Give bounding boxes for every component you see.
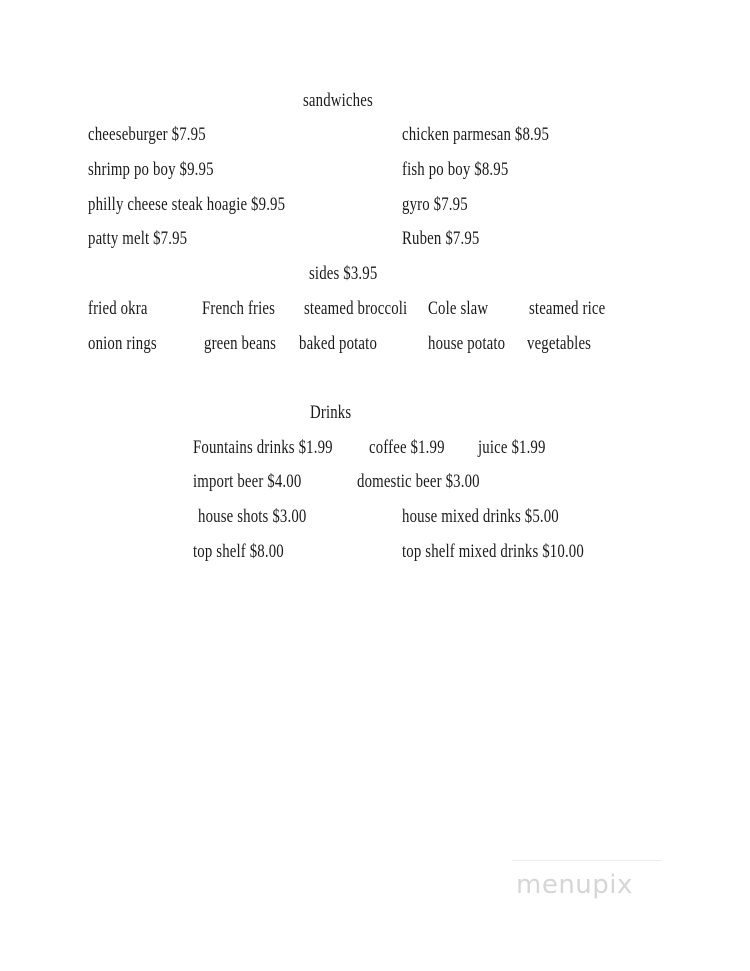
drink-item: Fountains drinks $1.99 <box>193 437 333 458</box>
menu-item: patty melt $7.95 <box>88 228 188 249</box>
drink-item: import beer $4.00 <box>193 471 302 492</box>
drink-item: domestic beer $3.00 <box>357 471 480 492</box>
side-item: house potato <box>428 333 506 354</box>
side-item: baked potato <box>299 333 378 354</box>
drink-item: house shots $3.00 <box>198 506 307 527</box>
drinks-heading: Drinks <box>310 402 352 423</box>
menu-item: shrimp po boy $9.95 <box>88 159 214 180</box>
sandwiches-heading: sandwiches <box>303 90 373 111</box>
side-item: fried okra <box>88 298 148 319</box>
menu-item: philly cheese steak hoagie $9.95 <box>88 194 286 215</box>
side-item: green beans <box>204 333 277 354</box>
watermark-divider <box>512 860 662 861</box>
drink-item: juice $1.99 <box>478 437 546 458</box>
menu-item: chicken parmesan $8.95 <box>402 124 550 145</box>
sides-heading: sides $3.95 <box>309 263 378 284</box>
side-item: Cole slaw <box>428 298 489 319</box>
menu-item: cheeseburger $7.95 <box>88 124 206 145</box>
side-item: steamed rice <box>529 298 606 319</box>
menu-item: fish po boy $8.95 <box>402 159 509 180</box>
side-item: steamed broccoli <box>304 298 408 319</box>
menupix-watermark: menupix <box>516 870 633 900</box>
drink-item: house mixed drinks $5.00 <box>402 506 559 527</box>
menu-item: gyro $7.95 <box>402 194 468 215</box>
menu-item: Ruben $7.95 <box>402 228 480 249</box>
drink-item: top shelf mixed drinks $10.00 <box>402 541 584 562</box>
drink-item: coffee $1.99 <box>369 437 445 458</box>
drink-item: top shelf $8.00 <box>193 541 284 562</box>
side-item: French fries <box>202 298 276 319</box>
side-item: vegetables <box>527 333 592 354</box>
side-item: onion rings <box>88 333 157 354</box>
